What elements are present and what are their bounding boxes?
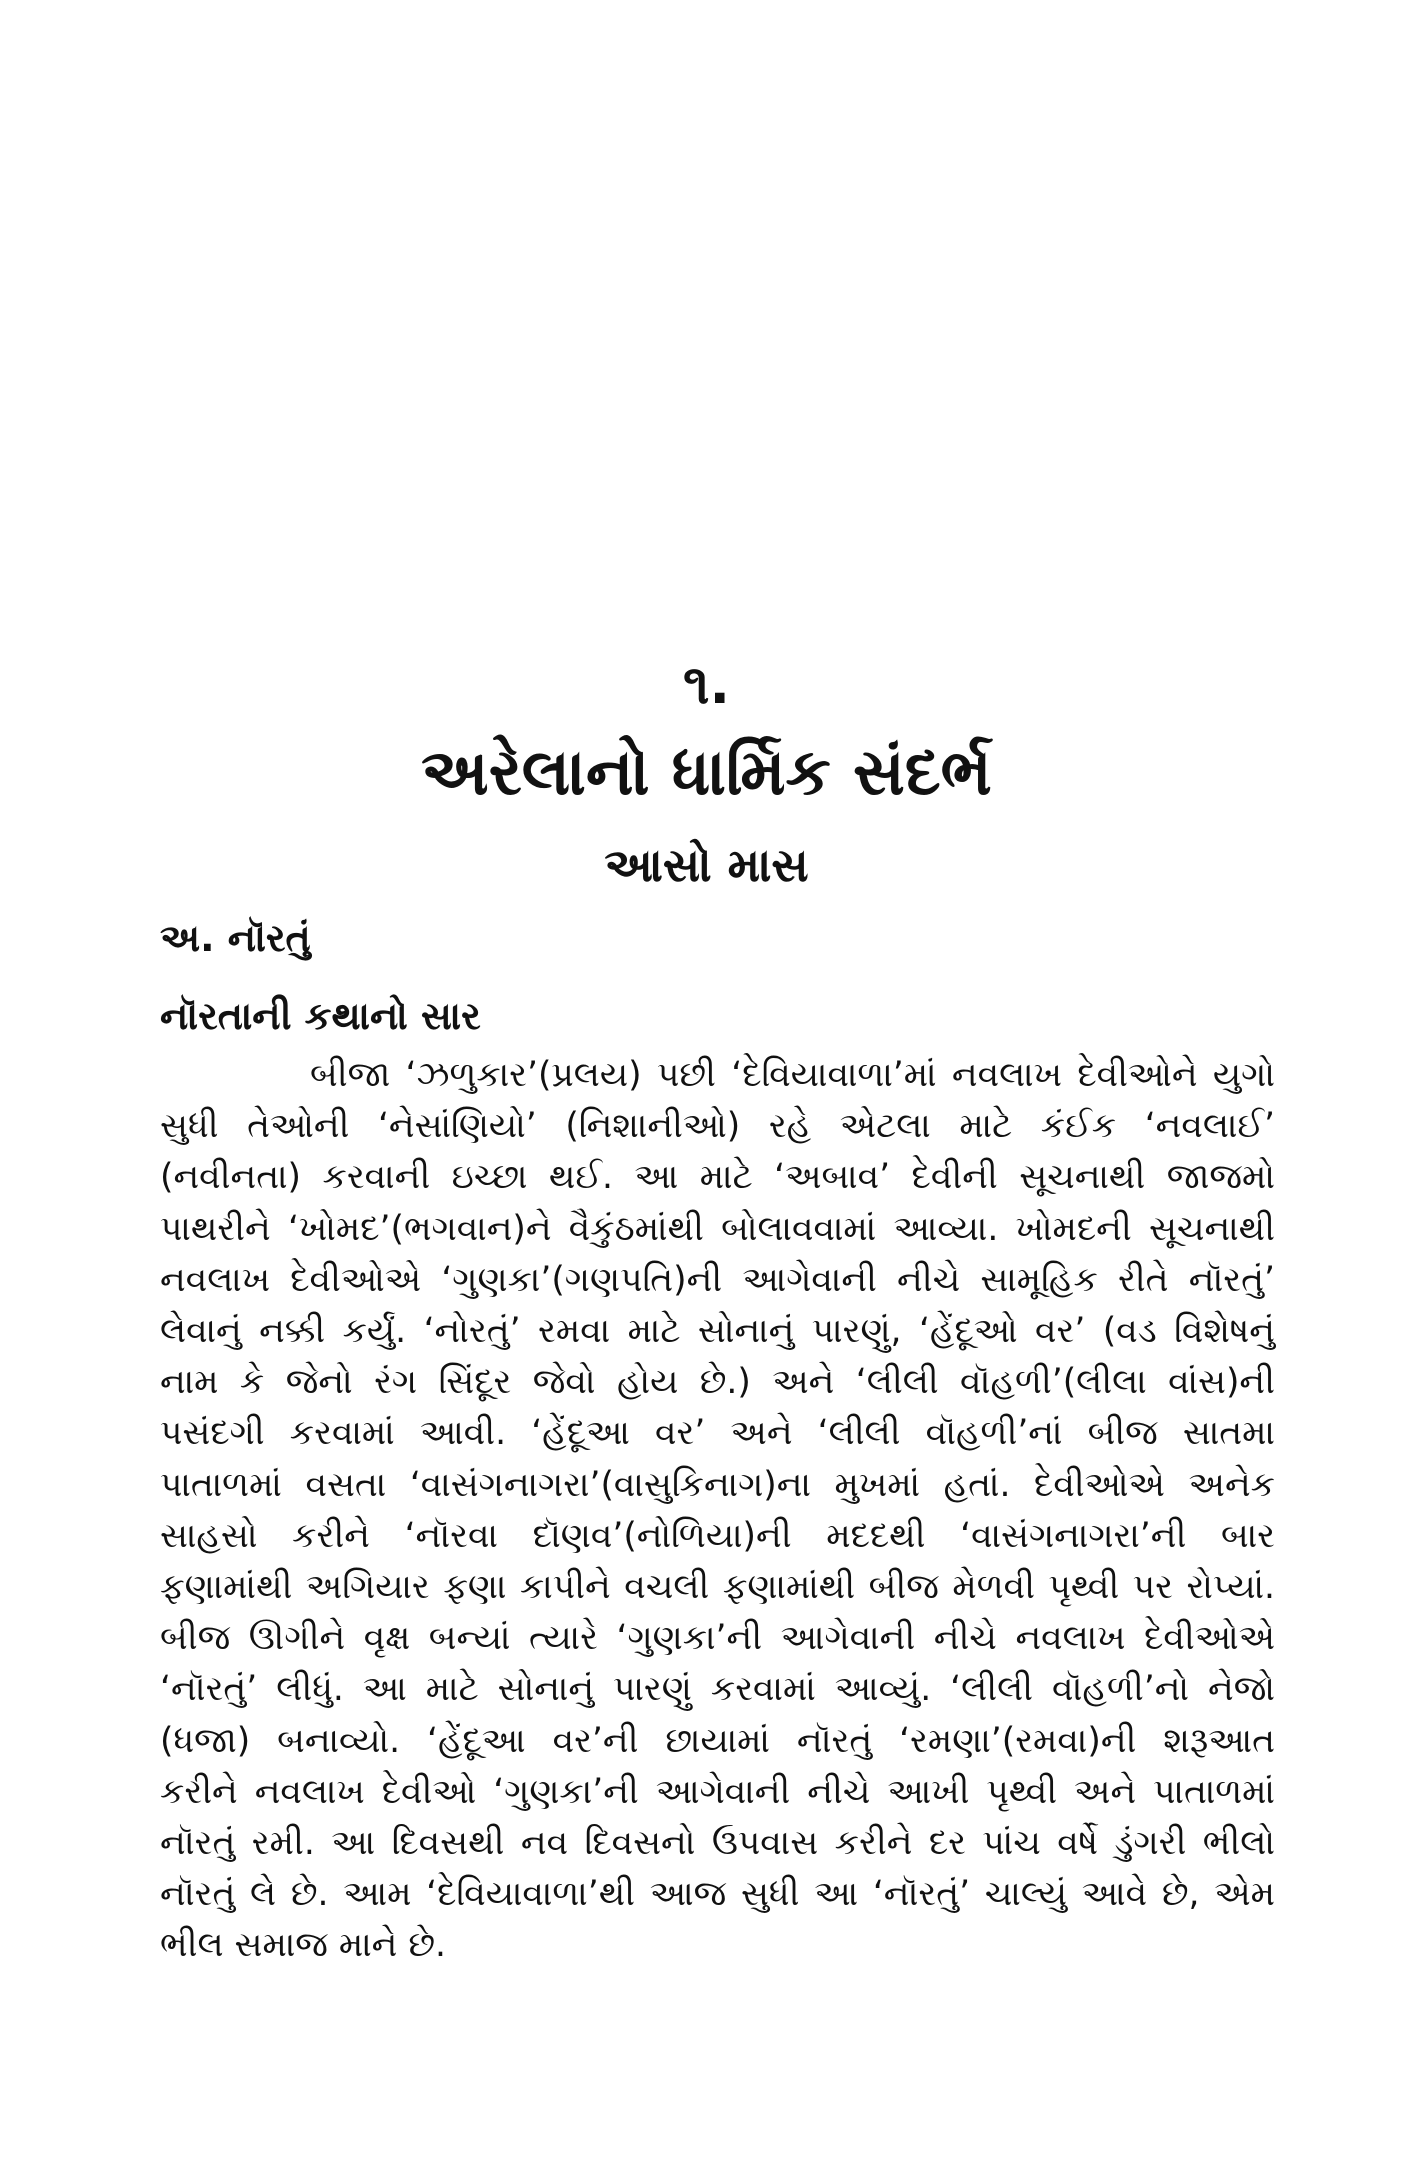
paragraph-line: નવલાખ દેવીઓએ ‘ગુણકા’(ગણપતિ)ની આગેવાની નીચે સામૂહિક રીતે નૉરતું’ <box>160 1259 1275 1300</box>
chapter-subtitle: આસો માસ <box>604 838 809 892</box>
chapter-number: ૧. <box>683 653 730 716</box>
paragraph-line: નૉરતું રમી. આ દિવસથી નવ દિવસનો ઉપવાસ કરીને દર પાંચ વર્ષે ડુંગરી ભીલો <box>160 1823 1275 1864</box>
paragraph-line: બીજા ‘ઝળુકાર’(પ્રલય) પછી ‘દેવિયાવાળા’માં નવલાખ દેવીઓને યુગો <box>310 1055 1275 1095</box>
section-subheading: નૉરતાની કથાનો સાર <box>160 994 481 1038</box>
paragraph-line: (નવીનતા) કરવાની ઇચ્છા થઈ. આ માટે ‘અબાવ’ દેવીની સૂચનાથી જાજમો <box>160 1157 1275 1198</box>
paragraph-line: પાતાળમાં વસતા ‘વાસંગનાગરા’(વાસુકિનાગ)ના મુખમાં હતાં. દેવીઓએ અનેક <box>160 1464 1275 1505</box>
body-paragraph <box>160 1050 1275 1972</box>
paragraph-line: નૉરતું લે છે. આમ ‘દેવિયાવાળા’થી આજ સુધી આ ‘નૉરતું’ ચાલ્યું આવે છે, એમ <box>160 1874 1275 1915</box>
paragraph-line: ‘નૉરતું’ લીધું. આ માટે સોનાનું પારણું કરવામાં આવ્યું. ‘લીલી વૉહળી’નો નેજો <box>160 1669 1275 1710</box>
paragraph-line: નામ કે જેનો રંગ સિંદૂર જેવો હોય છે.) અને ‘લીલી વૉહળી’(લીલા વાંસ)ની <box>160 1362 1275 1403</box>
paragraph-line: પસંદગી કરવામાં આવી. ‘હેંદૂઆ વર’ અને ‘લીલી વૉહળી’નાં બીજ સાતમા <box>160 1413 1275 1454</box>
paragraph-line: સાહસો કરીને ‘નૉરવા દૉણવ’(નોળિયા)ની મદદથી ‘વાસંગનાગરા’ની બાર <box>160 1515 1275 1556</box>
paragraph-line: બીજ ઊગીને વૃક્ષ બન્યાં ત્યારે ‘ગુણકા’ની આગેવાની નીચે નવલાખ દેવીઓએ <box>160 1618 1275 1659</box>
paragraph-line: સુધી તેઓની ‘નેસાંણિયો’ (નિશાનીઓ) રહે એટલા માટે કંઈક ‘નવલાઈ’ <box>160 1106 1275 1147</box>
paragraph-line: કરીને નવલાખ દેવીઓ ‘ગુણકા’ની આગેવાની નીચે આખી પૃથ્વી અને પાતાળમાં <box>160 1771 1275 1812</box>
paragraph-line: (ધજા) બનાવ્યો. ‘હેંદૂઆ વર’ની છાયામાં નૉરતું ‘રમણા’(રમવા)ની શરૂઆત <box>160 1720 1275 1761</box>
chapter-title: અરેલાનો ધાર્મિક સંદર્ભ <box>421 736 992 810</box>
paragraph-line: લેવાનું નક્કી કર્યું. ‘નોરતું’ રમવા માટે સોનાનું પારણું, ‘હેંદૂઓ વર’ (વડ વિશેષનું <box>160 1311 1275 1352</box>
paragraph-line: ફણામાંથી અગિયાર ફણા કાપીને વચલી ફણામાંથી બીજ મેળવી પૃથ્વી પર રોપ્યાં. <box>160 1567 1275 1608</box>
section-heading: અ. નૉરતું <box>160 916 311 960</box>
paragraph-line: પાથરીને ‘ખોમદ’(ભગવાન)ને વૈકુંઠમાંથી બોલાવવામાં આવ્યા. ખોમદની સૂચનાથી <box>160 1208 1275 1249</box>
paragraph-line: ભીલ સમાજ માને છે. <box>160 1925 446 1966</box>
